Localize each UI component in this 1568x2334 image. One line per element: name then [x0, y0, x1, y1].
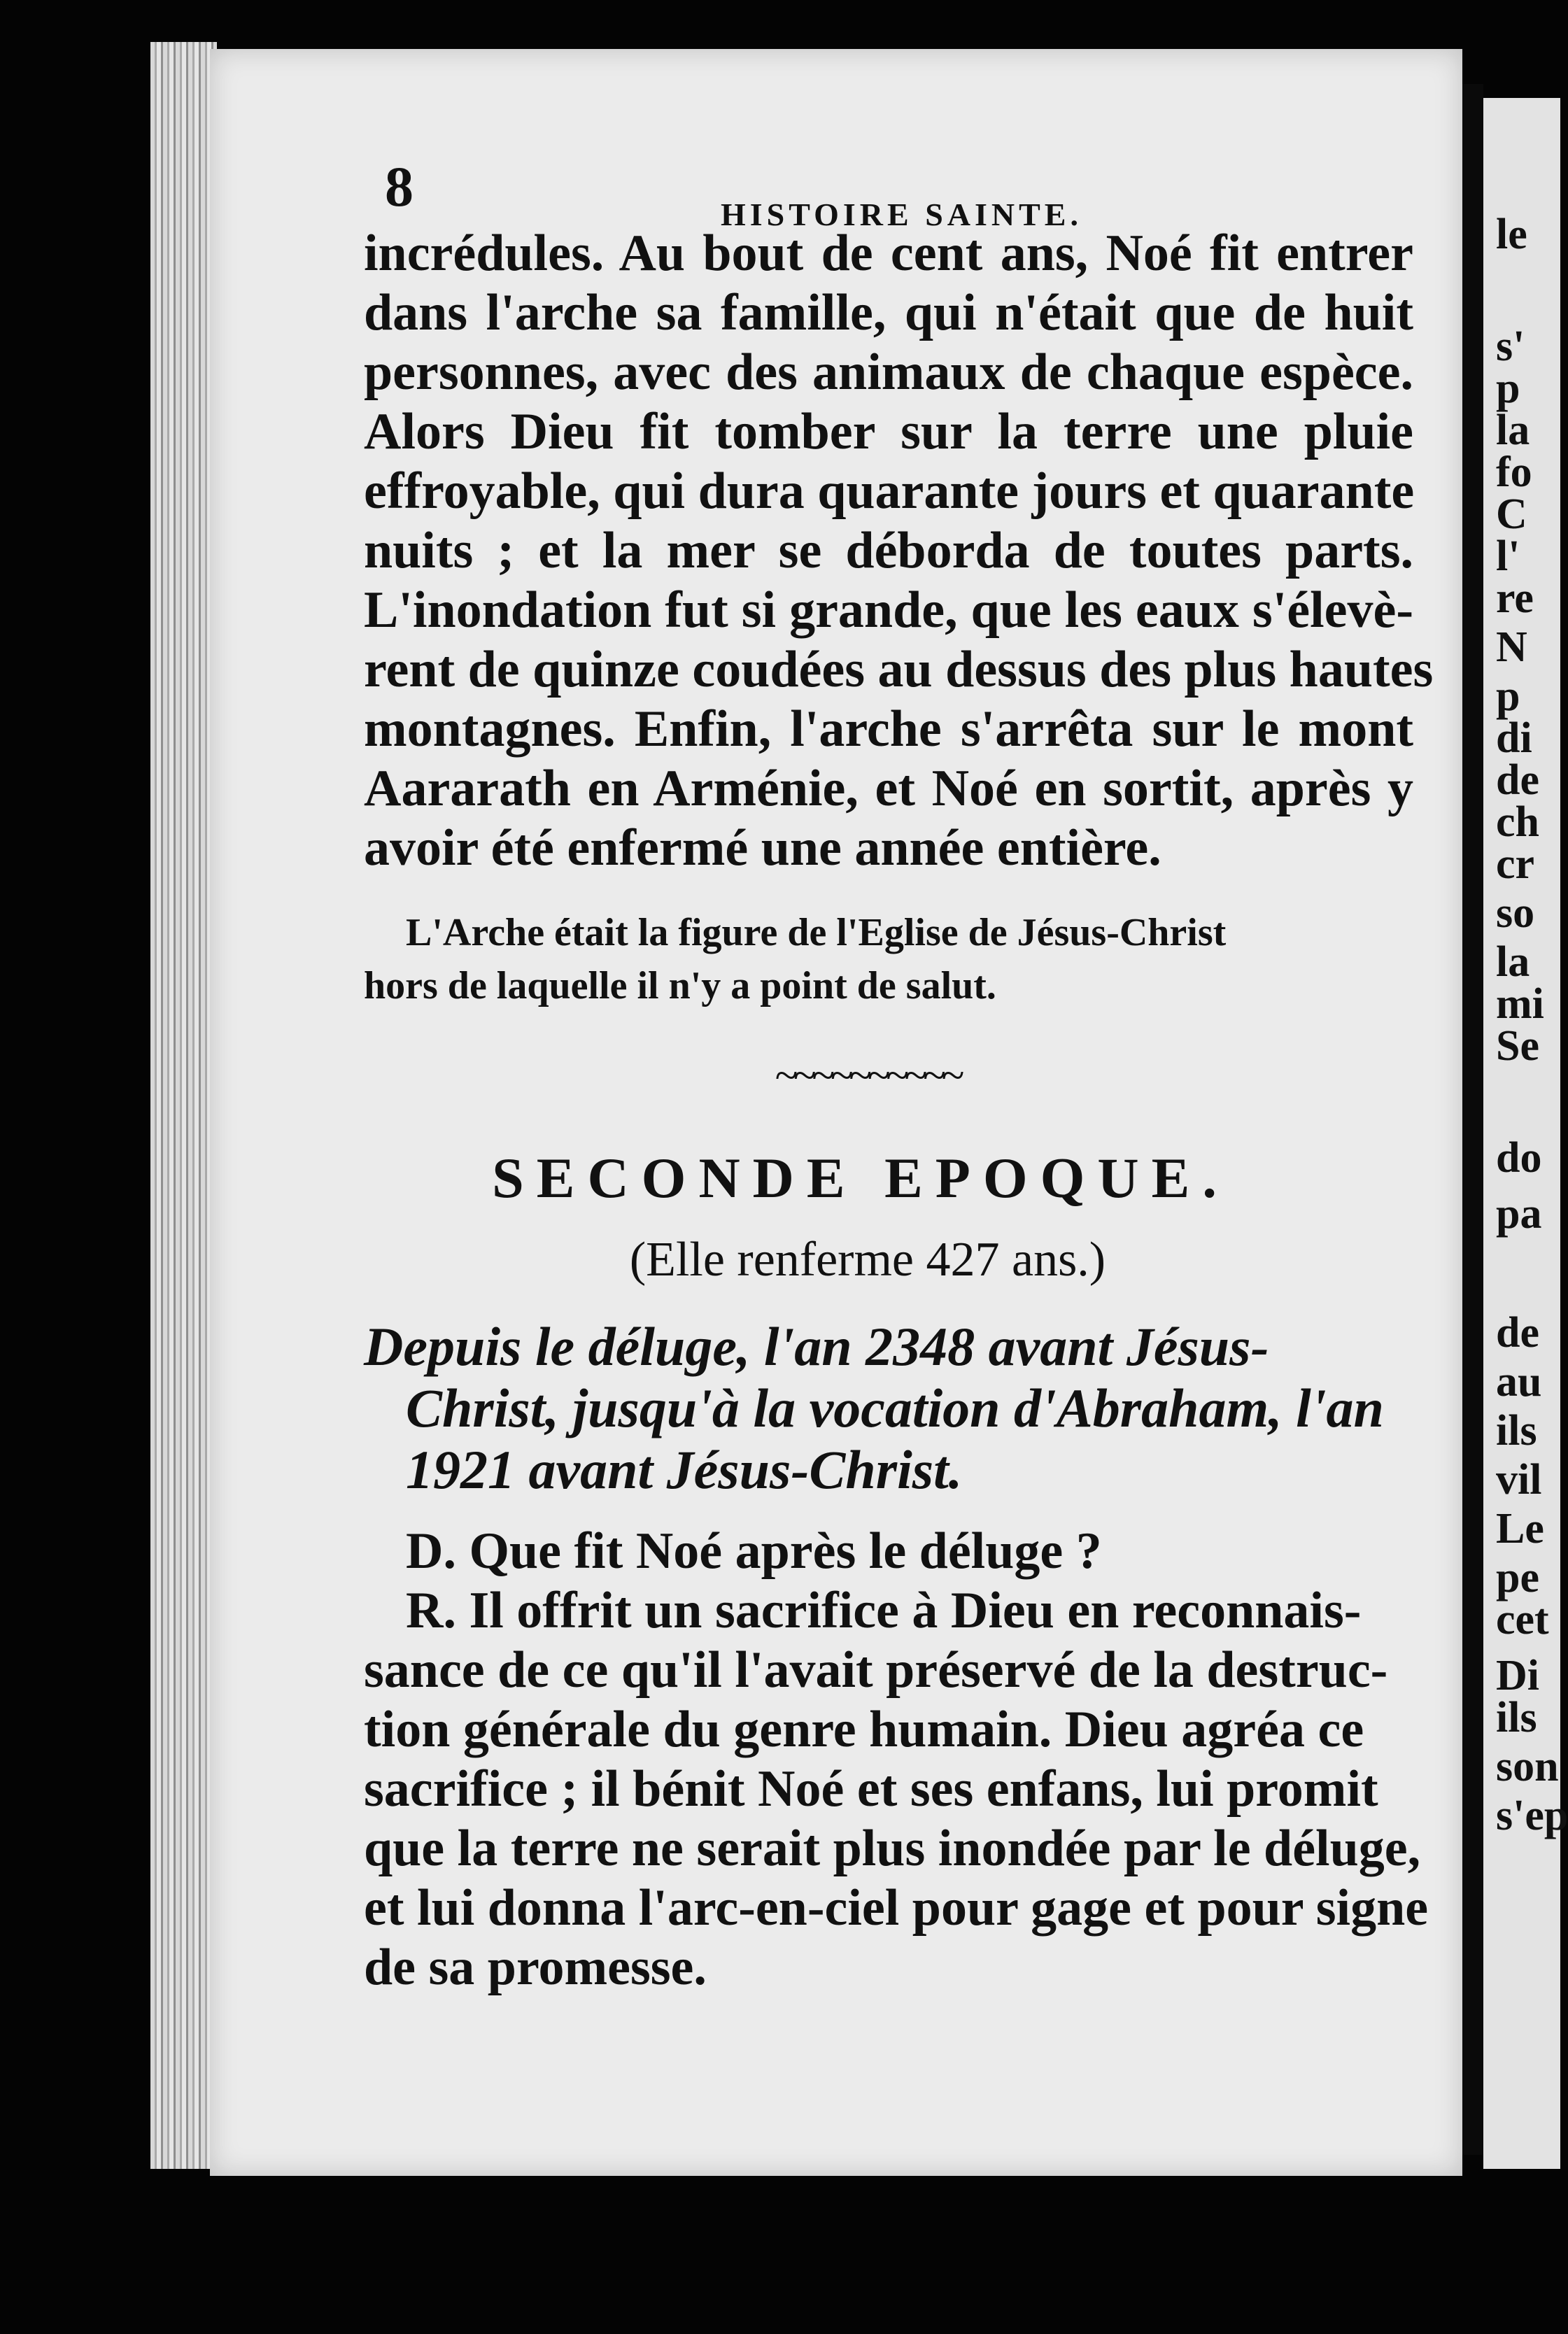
- facing-page-text: C: [1496, 490, 1527, 538]
- facing-page-text: la: [1496, 406, 1530, 454]
- facing-page-text: cet: [1496, 1596, 1549, 1643]
- answer: [364, 1581, 1429, 1997]
- note-line: L'Arche était la figure de l'Eglise de Jésus-Christ: [406, 911, 1227, 954]
- facing-page-text: p: [1496, 672, 1520, 720]
- text-line: personnes, avec des animaux de chaque espèce.: [364, 344, 1413, 401]
- gutter-shadow: [1462, 84, 1483, 2155]
- facing-page-fragment: [1483, 98, 1568, 2169]
- facing-page-text: N: [1496, 623, 1527, 671]
- facing-page-text: fo: [1496, 448, 1532, 496]
- facing-page-text: ch: [1496, 798, 1539, 846]
- text-line: dans l'arche sa famille, qui n'était que de huit: [364, 284, 1413, 341]
- answer-line: sance de ce qu'il l'avait préservé de la destruc-: [364, 1641, 1388, 1699]
- intro-line: 1921 avant Jésus-Christ.: [406, 1439, 963, 1500]
- question-line: D. Que fit Noé après le déluge ?: [406, 1522, 1102, 1580]
- facing-page-text: Le: [1496, 1505, 1544, 1553]
- text-line: montagnes. Enfin, l'arche s'arrêta sur le mont: [364, 700, 1413, 758]
- section-title: SECONDE EPOQUE.: [492, 1146, 1229, 1210]
- facing-page-text: p: [1496, 365, 1520, 412]
- ornament-divider: ~~~~~~~~~~: [775, 1052, 961, 1098]
- facing-page-text: de: [1496, 756, 1539, 804]
- answer-line: tion générale du genre humain. Dieu agréa ce: [364, 1701, 1364, 1758]
- note-ark: [364, 906, 1413, 1012]
- text-line: rent de quinze coudées au dessus des plus hautes: [364, 641, 1434, 698]
- book-page-edges: [150, 42, 217, 2169]
- answer-line: R. Il offrit un sacrifice à Dieu en reconnais-: [406, 1582, 1362, 1639]
- paragraph-flood: [364, 224, 1434, 878]
- question: [364, 1522, 1413, 1581]
- facing-page-text: cr: [1496, 840, 1535, 888]
- intro-line: Christ, jusqu'à la vocation d'Abraham, l'an: [406, 1378, 1384, 1438]
- answer-line: et lui donna l'arc-en-ciel pour gage et pour signe: [364, 1879, 1429, 1937]
- facing-page-text: di: [1496, 714, 1532, 762]
- answer-line: sacrifice ; il bénit Noé et ses enfans, lui promit: [364, 1760, 1378, 1818]
- intro-line: Depuis le déluge, l'an 2348 avant Jésus-: [364, 1316, 1269, 1377]
- answer-line: de sa promesse.: [364, 1939, 707, 1996]
- facing-page-text: vil: [1496, 1456, 1542, 1504]
- note-line: hors de laquelle il n'y a point de salut.: [364, 964, 996, 1007]
- facing-page-text: s': [1496, 323, 1525, 370]
- answer-line: que la terre ne serait plus inondée par le déluge,: [364, 1820, 1421, 1877]
- facing-page-text: la: [1496, 938, 1530, 986]
- page-number: 8: [385, 155, 414, 218]
- text-line: Aararath en Arménie, et Noé en sortit, après y: [364, 760, 1413, 817]
- facing-page-text: pa: [1496, 1190, 1542, 1238]
- text-line: Alors Dieu fit tomber sur la terre une pluie: [364, 403, 1413, 460]
- facing-page-text: de: [1496, 1309, 1539, 1357]
- text-line: avoir été enfermé une année entière.: [364, 819, 1161, 877]
- text-line: incrédules. Au bout de cent ans, Noé fit entrer: [364, 225, 1413, 282]
- facing-page-text: Se: [1496, 1022, 1539, 1070]
- text-line: nuits ; et la mer se déborda de toutes parts.: [364, 522, 1413, 579]
- text-line: effroyable, qui dura quarante jours et quarante: [364, 462, 1415, 520]
- facing-page-text: l': [1496, 532, 1520, 580]
- facing-page-text: s'ep: [1496, 1792, 1568, 1839]
- section-subtitle: (Elle renferme 427 ans.): [629, 1233, 1106, 1287]
- facing-page-text: do: [1496, 1134, 1542, 1182]
- text-line: L'inondation fut si grande, que les eaux s'élevè-: [364, 581, 1413, 639]
- facing-page-text: re: [1496, 574, 1534, 622]
- facing-page-text: ils: [1496, 1694, 1537, 1741]
- facing-page-text: Di: [1496, 1652, 1539, 1699]
- running-title: HISTOIRE SAINTE.: [721, 197, 1082, 232]
- facing-page-text: le: [1496, 211, 1527, 258]
- facing-page-text: pe: [1496, 1554, 1539, 1601]
- running-head: [364, 154, 1413, 232]
- facing-page-text: ils: [1496, 1407, 1537, 1455]
- facing-page-text: so: [1496, 889, 1535, 937]
- page-content: [364, 154, 1434, 1997]
- section-intro: [364, 1316, 1413, 1501]
- facing-page-text: mi: [1496, 980, 1544, 1028]
- facing-page-text: au: [1496, 1358, 1542, 1406]
- facing-page-text: son: [1496, 1743, 1559, 1790]
